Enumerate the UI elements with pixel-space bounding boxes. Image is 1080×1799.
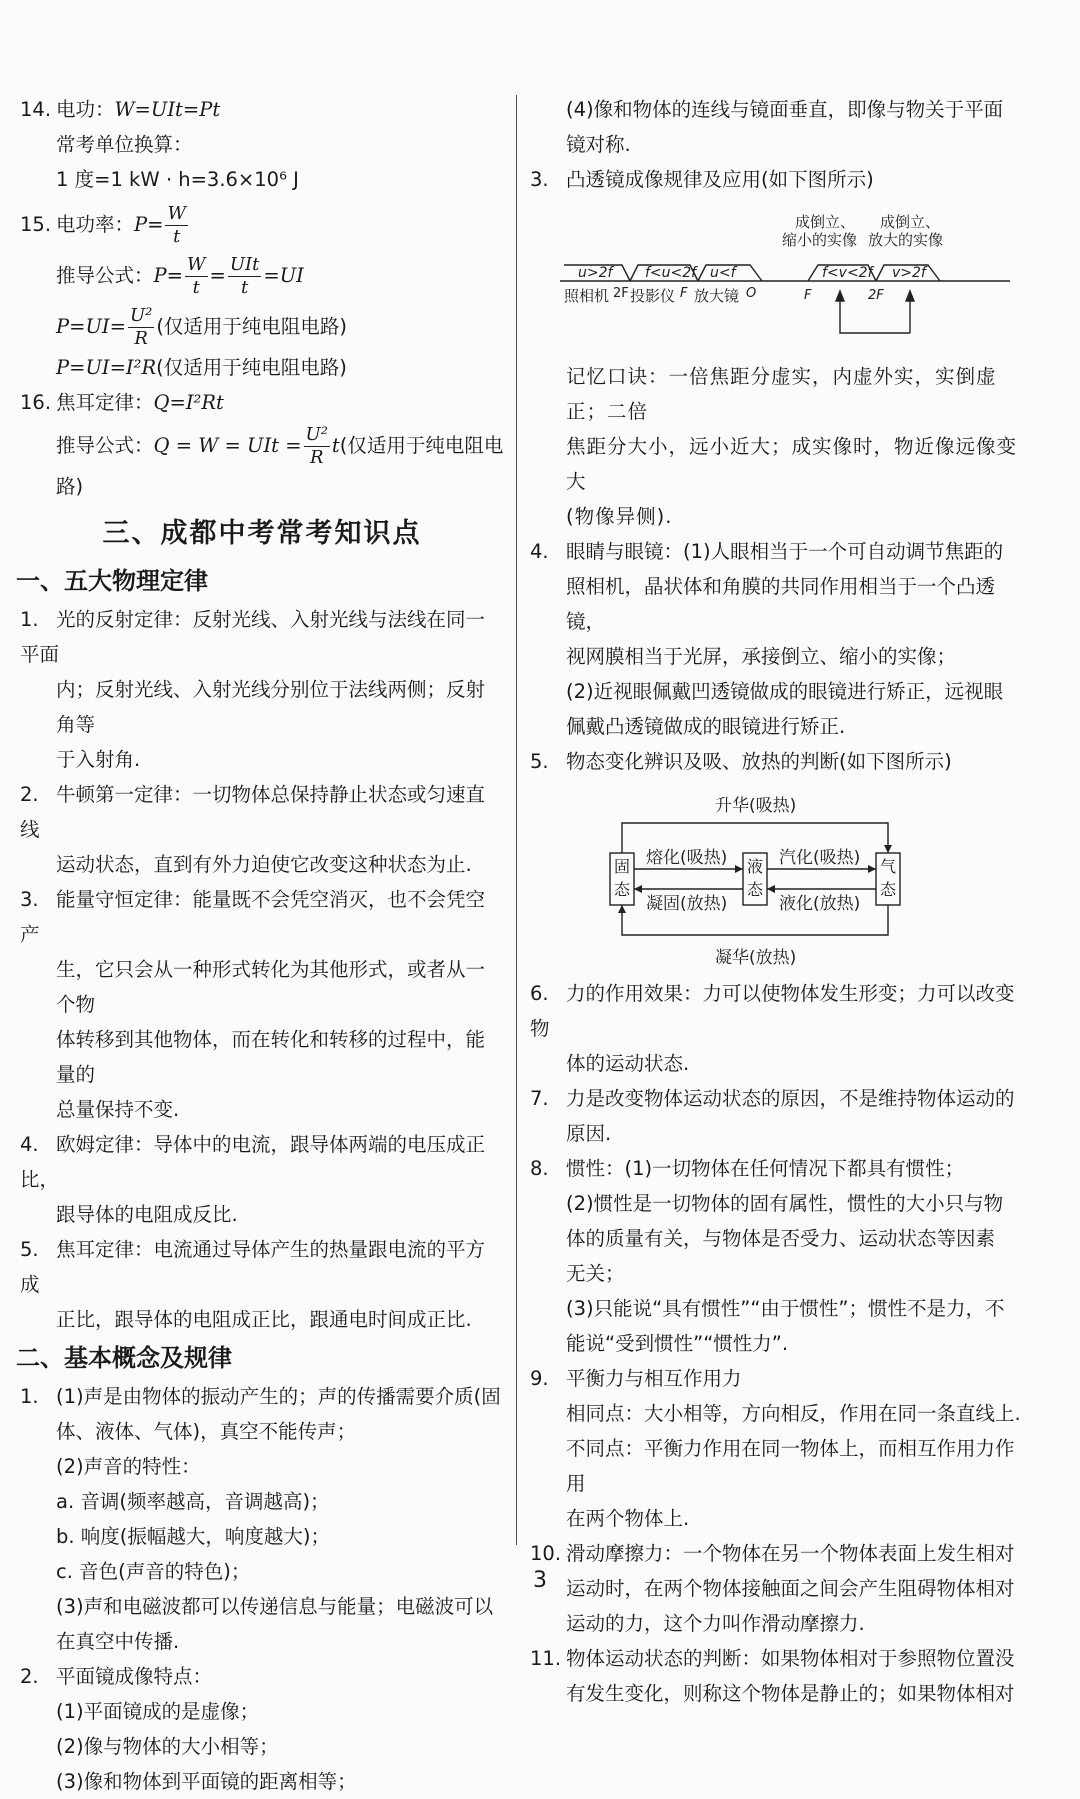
frac-num: W	[167, 203, 186, 224]
frac-num: U²	[305, 424, 328, 445]
state-solid-box	[610, 855, 634, 905]
item-number: 2.	[20, 1665, 39, 1688]
lens-origin: O	[746, 286, 757, 301]
item-number: 1.	[20, 1385, 39, 1408]
fraction	[165, 203, 188, 248]
lens-range-3: u<f	[710, 265, 736, 281]
text: (4)像和物体的连线与镜面垂直，即像与物关于平面	[566, 98, 1004, 121]
text: 记忆口诀：一倍焦距分虚实，内虚外实，实倒虚正；二倍	[566, 365, 997, 423]
section-main-title: 三、成都中考常考知识点	[102, 518, 422, 549]
text: 正比，跟导体的电阻成正比，跟通电时间成正比.	[56, 1308, 472, 1331]
item-9	[530, 1361, 1025, 1536]
text: 力的作用效果：力可以使物体发生形变；力可以改变物	[530, 982, 1015, 1040]
note: (仅适用于纯电阻电	[339, 434, 504, 457]
formula: P=UI=I²R	[56, 356, 157, 379]
text: 跟导体的电阻成反比.	[56, 1203, 238, 1226]
lens-f-right: F	[804, 288, 812, 303]
column-divider	[516, 95, 517, 1545]
text: 照相机，晶状体和角膜的共同作用相当于一个凸透镜，	[566, 575, 996, 633]
text: 物体运动状态的判断：如果物体相对于参照物位置没	[566, 1647, 1015, 1670]
note-cont: 路)	[56, 475, 84, 498]
item-title: 电功：	[56, 98, 115, 121]
text: (2)近视眼佩戴凹透镜做成的眼镜进行矫正，远视眼	[566, 680, 1004, 703]
lens-range-2: f<u<2f	[645, 265, 697, 281]
text: c. 音色(声音的特色)；	[56, 1560, 251, 1583]
lens-f-left: F	[680, 286, 688, 301]
formula-p: P	[153, 264, 167, 287]
lens-magnifier: 放大镜	[694, 287, 740, 305]
text: 能量既不会凭空消灭，也不会凭空产	[20, 888, 486, 946]
lens-label-right-2: 放大的实像	[868, 231, 944, 249]
state-solid: 固态	[613, 857, 630, 899]
unit-title: 常考单位换算：	[56, 133, 193, 156]
item-15: 15. 电功率：P= $\frac{W}{t}$ 推导公式：P= $\frac{W}{t}$ = $\frac{\text{UIt}}{t}$ =UI P=UI= $\frac{\text{U²}}{R}$ (仅适用于纯电阻电路) P=UI=I²R(仅适用于纯电阻电路)	[20, 203, 348, 379]
text: 有发生变化，则称这个物体是静止的；如果物体相对	[566, 1682, 1015, 1705]
text: (2)声音的特性：	[56, 1455, 201, 1478]
right-column	[530, 92, 1025, 1711]
formula: Q=I²Rt	[153, 391, 224, 414]
text: 凸透镜成像规律及应用(如下图所示)	[566, 168, 874, 191]
text: 运动时，在两个物体接触面之间会产生阻碍物体相对	[566, 1577, 1015, 1600]
text: 平面镜成像特点：	[56, 1665, 213, 1688]
law-item	[20, 777, 504, 882]
fraction	[128, 305, 154, 350]
memo	[530, 359, 1025, 534]
text: 在两个物体上.	[566, 1507, 690, 1530]
frac-den: t	[173, 226, 181, 247]
item-number: 10.	[530, 1542, 562, 1565]
item-number: 4.	[20, 1133, 39, 1156]
lens-range-1: u>2f	[578, 265, 613, 281]
lens-range-4: f<v<2f	[822, 265, 873, 281]
item-number: 7.	[530, 1087, 549, 1110]
formula: P=UI=	[56, 315, 126, 338]
law-item	[20, 882, 504, 1127]
frac-num: U²	[129, 305, 153, 326]
text: 体的质量有关，与物体是否受力、运动状态等因素	[566, 1227, 996, 1250]
formula-p: P	[134, 213, 148, 236]
frac-den: R	[309, 447, 324, 468]
text: 不同点：平衡力作用在同一物体上，而相互作用力作用	[566, 1437, 1015, 1495]
formula-ui: =UI	[263, 264, 304, 287]
item-number: 15.	[20, 213, 52, 236]
text: 视网膜相当于光屏，承接倒立、缩小的实像；	[566, 645, 957, 668]
item-8	[530, 1151, 1025, 1361]
state-sublimation: 升华(吸热)	[715, 796, 797, 816]
state-vaporization: 汽化(吸热)	[779, 848, 861, 868]
item-number: 3.	[20, 888, 39, 911]
item-title: 焦耳定律：	[56, 1238, 154, 1261]
formula-eq: =	[147, 213, 164, 236]
item-4	[530, 534, 1025, 744]
item-number: 14.	[20, 98, 52, 121]
item-number: 11.	[530, 1647, 562, 1670]
lens-camera: 照相机	[564, 287, 610, 305]
item-number: 8.	[530, 1157, 549, 1180]
text: (1)声是由物体的振动产生的；声的传播需要介质(固	[56, 1385, 501, 1408]
lens-label-left-2: 缩小的实像	[782, 231, 858, 249]
item-title: 电功率：	[56, 213, 135, 236]
item-number: 1.	[20, 608, 39, 631]
text: (3)只能说“具有惯性”“由于惯性”；惯性不是力，不	[566, 1297, 1005, 1320]
text: (2)惯性是一切物体的固有属性，惯性的大小只与物	[566, 1192, 1004, 1215]
lens-projector: 投影仪	[630, 287, 676, 305]
text: (3)声和电磁波都可以传递信息与能量；电磁波可以	[56, 1595, 494, 1618]
unit-line: 1 度=1 kW · h=3.6×10⁶ J	[56, 168, 299, 191]
item-title: 焦耳定律：	[56, 391, 154, 414]
state-gas: 气态	[879, 857, 896, 899]
text: 体、液体、气体)，真空不能传声；	[56, 1420, 357, 1443]
frac-den: t	[240, 277, 249, 298]
item-title: 能量守恒定律：	[56, 888, 193, 911]
item-number: 5.	[20, 1238, 39, 1261]
law-item	[20, 1232, 504, 1337]
text: 总量保持不变.	[56, 1098, 180, 1121]
lens-2f-left: 2F	[613, 286, 629, 301]
text: 体的运动状态.	[566, 1052, 690, 1075]
formula: W=UIt=Pt	[114, 98, 221, 121]
item-title: 光的反射定律：	[56, 608, 193, 631]
text: 电流通过导体产生的热量跟电流的平方成	[20, 1238, 486, 1296]
item-title: 欧姆定律：	[56, 1133, 154, 1156]
section-title: 一、五大物理定律	[16, 567, 208, 595]
text: 于入射角.	[56, 748, 141, 771]
note: (仅适用于纯电阻电路)	[156, 315, 348, 338]
state-freezing: 凝固(放热)	[646, 894, 728, 914]
item-5	[530, 744, 1025, 779]
concept-item-1	[20, 1379, 504, 1659]
formula-t: t	[331, 434, 340, 457]
state-liquid: 液态	[746, 857, 763, 899]
formula: Q = W = UIt =	[153, 434, 302, 457]
item-number: 6.	[530, 982, 549, 1005]
item-11	[530, 1641, 1025, 1711]
lens-label-right-1: 成倒立、	[880, 213, 941, 231]
law-item	[20, 602, 504, 777]
item-6	[530, 976, 1025, 1081]
item-number: 5.	[530, 750, 549, 773]
lens-range-5: v>2f	[892, 265, 926, 281]
derive-label: 推导公式：	[56, 434, 154, 457]
derive-label: 推导公式：	[56, 264, 154, 287]
fraction	[185, 254, 208, 299]
text: 相同点：大小相等，方向相反，作用在同一条直线上.	[566, 1402, 1021, 1425]
text: 原因.	[566, 1122, 612, 1145]
text: 焦距分大小，远小近大；成实像时，物近像远像变大	[566, 435, 1018, 493]
concept-item-2	[20, 1659, 504, 1799]
text: 无关；	[566, 1262, 625, 1285]
item-7	[530, 1081, 1025, 1151]
state-gas-box	[876, 855, 900, 905]
item-14	[20, 92, 504, 197]
text: (2)像与物体的大小相等；	[56, 1735, 279, 1758]
text: 运动状态，直到有外力迫使它改变这种状态为止.	[56, 853, 472, 876]
lens-2f-right: 2F	[868, 288, 884, 303]
state-liquid-box	[743, 855, 767, 905]
frac-num: W	[186, 254, 206, 275]
fraction	[304, 424, 330, 469]
state-liquefaction: 液化(放热)	[779, 894, 861, 914]
item-title: 牛顿第一定律：	[56, 783, 193, 806]
item-number: 4.	[530, 540, 549, 563]
law-item	[20, 1127, 504, 1232]
lens-diagram	[550, 203, 1020, 353]
text: 滑动摩擦力：一个物体在另一个物体表面上发生相对	[566, 1542, 1015, 1565]
text: 物态变化辨识及吸、放热的判断(如下图所示)	[566, 750, 952, 773]
text: 镜对称.	[566, 133, 631, 156]
text: (1)平面镜成的是虚像；	[56, 1700, 260, 1723]
note: (仅适用于纯电阻电路)	[156, 356, 347, 379]
mirror-cont	[530, 92, 1025, 162]
item-number: 3.	[530, 168, 549, 191]
frac-den: t	[192, 277, 200, 298]
text: b. 响度(振幅越大，响度越大)；	[56, 1525, 330, 1548]
text: (物像异侧).	[566, 505, 673, 528]
laws-list	[20, 602, 504, 1337]
frac-den: R	[134, 328, 148, 349]
left-column	[16, 92, 504, 1799]
text: 惯性：(1)一切物体在任何情况下都具有惯性；	[566, 1157, 965, 1180]
text: a. 音调(频率越高，音调越高)；	[56, 1490, 330, 1513]
text: 导体中的电流，跟导体两端的电压成正比，	[20, 1133, 486, 1191]
state-deposition: 凝华(放热)	[715, 948, 797, 968]
item-number: 2.	[20, 783, 39, 806]
text: 眼睛与眼镜：(1)人眼相当于一个可自动调节焦距的	[566, 540, 1004, 563]
text: 佩戴凸透镜做成的眼镜进行矫正.	[566, 715, 846, 738]
item-3	[530, 162, 1025, 197]
state-melting: 熔化(吸热)	[646, 848, 728, 868]
section-title: 二、基本概念及规律	[16, 1344, 232, 1372]
text: 能说“受到惯性”“惯性力”.	[566, 1332, 789, 1355]
text: 反射光线、入射光线与法线在同一平面	[20, 608, 486, 666]
item-16	[20, 385, 504, 504]
text: 内；反射光线、入射光线分别位于法线两侧；反射角等	[56, 678, 486, 736]
text: 生，它只会从一种形式转化为其他形式，或者从一个物	[56, 958, 486, 1016]
text: 体转移到其他物体，而在转化和转移的过程中，能量的	[56, 1028, 486, 1086]
text: 在真空中传播.	[56, 1630, 180, 1653]
text: (3)像和物体到平面镜的距离相等；	[56, 1770, 357, 1793]
fraction	[228, 254, 262, 299]
states-diagram	[550, 785, 1020, 970]
text: 力是改变物体运动状态的原因，不是维持物体运动的	[566, 1087, 1015, 1110]
page-number: 3	[533, 1568, 547, 1593]
frac-num: UIt	[229, 254, 260, 275]
text: 一切物体总保持静止状态或匀速直线	[20, 783, 486, 841]
text: 运动的力，这个力叫作滑动摩擦力.	[566, 1612, 865, 1635]
item-number: 9.	[530, 1367, 549, 1390]
item-number: 16.	[20, 391, 52, 414]
text: 平衡力与相互作用力	[566, 1367, 742, 1390]
lens-label-left-1: 成倒立、	[795, 213, 856, 231]
